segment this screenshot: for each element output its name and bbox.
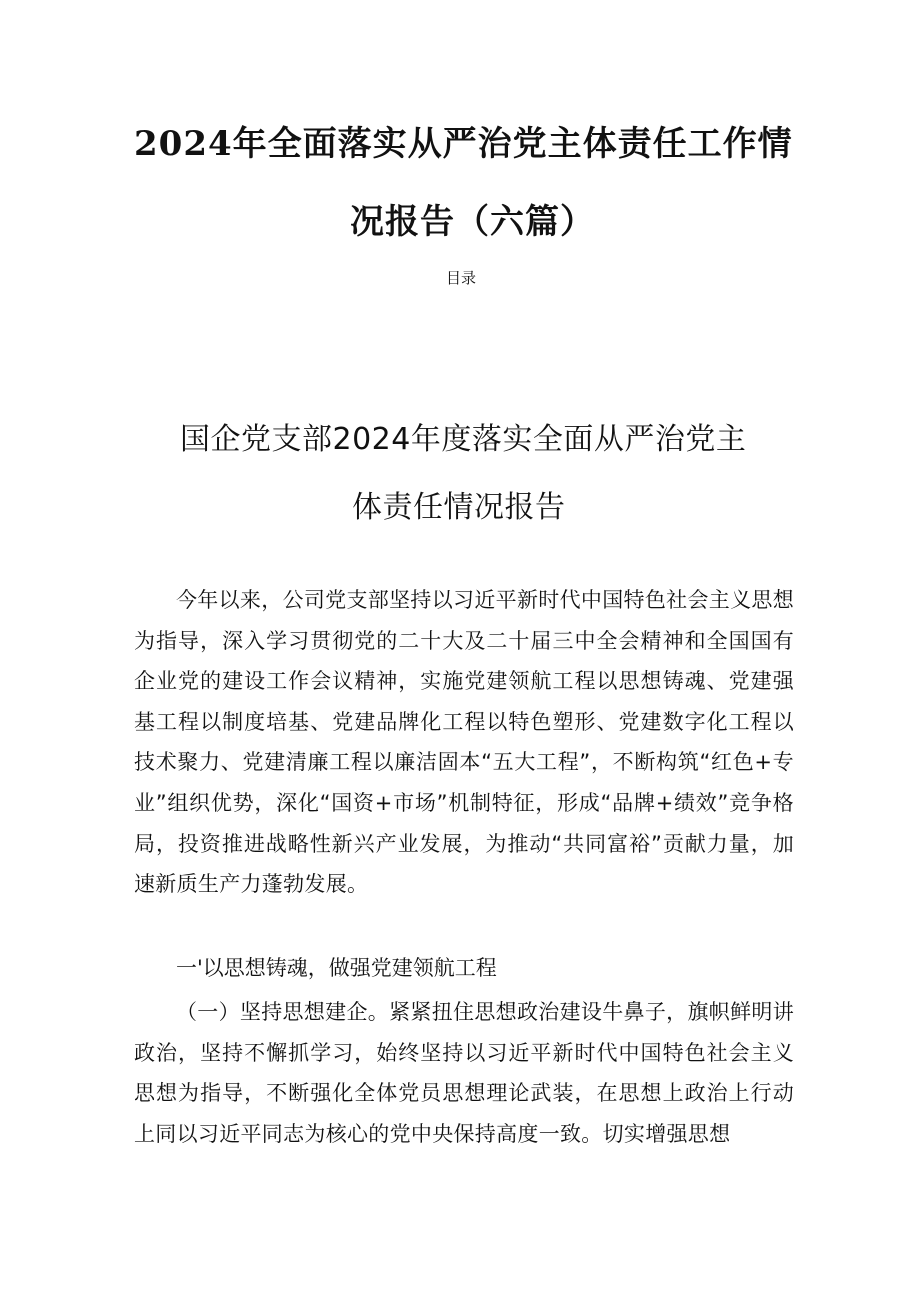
- body-paragraph: （一）坚持思想建企。紧紧扭住思想政治建设牛鼻子，旗帜鲜明讲政治，坚持不懈抓学习，始终坚持以习近平新时代中国特色社会主义思想为指导，不断强化全体党员思想理论武装，在思想上政治上行动上同以习近平同志为核心的党中央保持高度一致。切实增强思想: [134, 1000, 794, 1146]
- main-title-line-2: 况报告（六篇）: [350, 202, 595, 242]
- section-title-line-1: 国企党支部2024年度落实全面从严治党主: [180, 422, 747, 457]
- intro-paragraph: 今年以来，公司党支部坚持以习近平新时代中国特色社会主义思想为指导，深入学习贯彻党的二十大及二十届三中全会精神和全国国有企业党的建设工作会议精神，实施党建领航工程以思想铸魂、党建强基工程以制度培基、党建品牌化工程以特色塑形、党建数字化工程以技术聚力、党建清廉工程以廉洁固本“五大工程”，不断构筑“红色+专业”组织优势，深化“国资+市场”机制特征，形成“品牌+绩效”竞争格局，投资推进战略性新兴产业发展，为推动“共同富裕”贡献力量，加速新质生产力蓬勃发展。: [134, 588, 794, 897]
- table-of-contents-label: 目录: [446, 269, 477, 287]
- section-title-line-2: 体责任情况报告: [352, 490, 566, 525]
- main-title-line-1: 2024年全面落实从严治党主体责任工作情: [134, 124, 793, 164]
- heading-level-1: 一'以思想铸魂，做强党建领航工程: [176, 956, 497, 980]
